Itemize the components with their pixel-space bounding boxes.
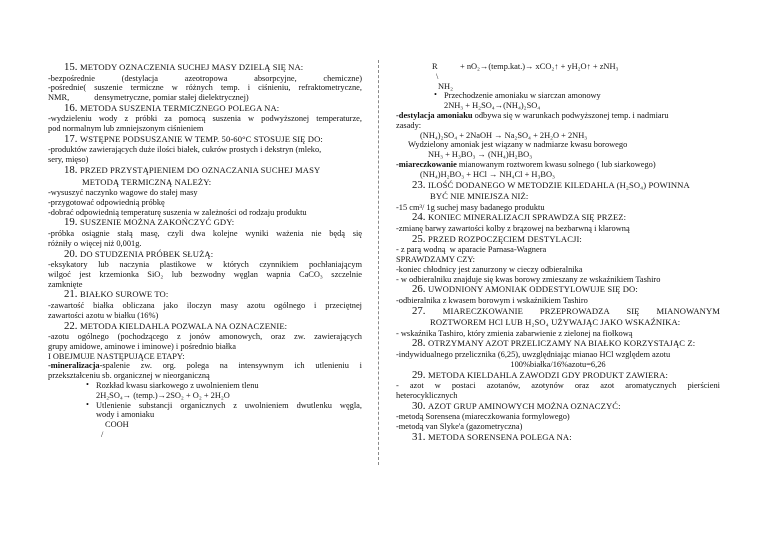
text-line: -metodą van Slyke'a (gazometryczna) bbox=[396, 421, 523, 431]
section-heading bbox=[396, 306, 720, 318]
bullet-icon: • bbox=[434, 90, 437, 100]
formula-line bbox=[396, 62, 720, 72]
text-line bbox=[396, 111, 720, 121]
bullet-text: Rozkład kwasu siarkowego z uwolnieniem tlenu bbox=[96, 381, 259, 391]
section-heading bbox=[48, 321, 362, 333]
bullet-text: Przechodzenie amoniaku w siarczan amonowy bbox=[444, 91, 601, 101]
text-line: zasady: bbox=[396, 120, 422, 130]
text-line: -15 cm³/ 1g suchej masy badanego produktu bbox=[396, 202, 545, 212]
formula-line: \ bbox=[436, 71, 439, 81]
text-line: -próbka osiągnie stałą masę, czyli dwa kolejne wyniki ważenia nie będą się bbox=[48, 228, 362, 238]
text-line: przekształceniu sb. organicznej w nieorganiczną bbox=[48, 371, 210, 381]
text-line: I OBEJMUJE NASTĘPUJĄCE ETAPY: bbox=[48, 351, 185, 361]
text-line: - w odbieralniku znajduje się kwas borowy zmieszany ze wskaźnikiem Tashiro bbox=[396, 274, 661, 284]
formula-line: 100%białka/16%azotu=6,26 bbox=[510, 359, 606, 369]
text-line: -azotu ogólnego (pochodzącego z jonów amonowych, oraz zw. zawierających bbox=[48, 332, 362, 342]
section-heading bbox=[48, 134, 362, 146]
text-line: zawartości azotu w białku (16%) bbox=[48, 310, 159, 320]
section-title: PRZED ROZPOCZĘCIEM DESTYLACJI: bbox=[428, 233, 582, 244]
section-number: 20. bbox=[64, 247, 78, 260]
section-heading bbox=[48, 249, 362, 261]
section-title: DO STUDZENIA PRÓBEK SŁUŻĄ: bbox=[80, 248, 214, 259]
text-line: wilgoć jest krzemionka SiO₂ lub bezwodny węglan wapnia CaCO₃ szczelnie bbox=[48, 269, 362, 279]
section-number: 25. bbox=[412, 232, 426, 245]
section-title: SUSZENIE MOŻNA ZAKOŃCZYĆ GDY: bbox=[80, 217, 235, 228]
section-number: 19. bbox=[64, 216, 78, 229]
text-line: SPRAWDZAMY CZY: bbox=[396, 254, 475, 264]
section-title: AZOT GRUP AMINOWYCH MOŻNA OZNACZYĆ: bbox=[428, 400, 621, 411]
section-title: BIAŁKO SUROWE TO: bbox=[80, 289, 169, 300]
formula-line: (NH₄)₂SO₄ + 2NaOH → Na₂SO₄ + 2H₂O + 2NH₃ bbox=[420, 130, 588, 140]
left-column bbox=[48, 62, 362, 440]
section-heading-continued bbox=[48, 177, 362, 189]
text-line: Wydzielony amoniak jest wiązany w nadmiarze kwasu borowego bbox=[408, 140, 628, 150]
formula-body: + nO₂→(temp.kat.)→ xCO₂↑ + yH₂O↑ + zNH₃ bbox=[460, 62, 619, 71]
section-heading bbox=[396, 234, 720, 246]
section-title: METODA KIELDAHLA ZAWODZI GDY PRODUKT ZAWIERA: bbox=[428, 369, 669, 380]
section-number: 18. bbox=[64, 164, 78, 177]
section-heading-continued bbox=[396, 317, 720, 329]
section-title: WSTĘPNE PODSUSZANIE W TEMP. 50-60°C STOSUJE SIĘ DO: bbox=[80, 133, 323, 144]
text-line: -pośrednie( suszenie termiczne w różnych temp. i ciśnieniu, refraktometryczne, bbox=[48, 83, 362, 93]
section-heading bbox=[396, 338, 720, 350]
section-number: 22. bbox=[64, 319, 78, 332]
text-body: -spalenie zw. org. polega na intensywnym ich utlenieniu i bbox=[99, 361, 362, 371]
section-title: ILOŚĆ DODANEGO W METODZIE KILEDAHLA (H₂SO₄) POWINNA bbox=[428, 179, 690, 190]
bullet-icon: • bbox=[86, 380, 89, 390]
section-number: 23. bbox=[412, 178, 426, 191]
bullet-text: Utlenienie substancji organicznych z uwolnieniem dwutlenku węgla, bbox=[96, 400, 362, 410]
text-line: -koniec chłodnicy jest zanurzony w cieczy odbieralnika bbox=[396, 264, 583, 274]
text-line: -odbieralnika z kwasem borowym i wskaźnikiem Tashiro bbox=[396, 295, 588, 305]
bullet-item bbox=[48, 401, 362, 411]
section-title: MIARECZKOWANIE PRZEPROWADZA SIĘ MIANOWANYM bbox=[442, 305, 721, 316]
section-title: METODĄ TERMICZNĄ NALEŻY: bbox=[82, 176, 212, 187]
section-heading bbox=[48, 62, 362, 74]
text-body: odbywa się w warunkach podwyższonej temp. i nadmiaru bbox=[472, 110, 669, 120]
text-line: -bezpośrednie (destylacja azeotropowa absorpcyjne, chemiczne) bbox=[48, 73, 362, 83]
section-number: 26. bbox=[412, 283, 426, 296]
section-heading-continued bbox=[396, 191, 720, 203]
text-line bbox=[48, 361, 362, 371]
text-line: -zawartość białka obliczana jako iloczyn masy azotu ogólnego i przeciętnej bbox=[48, 300, 362, 310]
section-title: METODA SORENSENA POLEGA NA: bbox=[428, 431, 572, 442]
formula-line: COOH bbox=[105, 420, 129, 430]
text-line: - azot w postaci azotanów, azotynów oraz azot aromatycznych pierścieni bbox=[396, 381, 720, 391]
text-line: -zmianę barwy zawartości kolby z brązowej na bezbarwną i klarowną bbox=[396, 223, 630, 233]
text-line: pod normalnym lub zmniejszonym ciśnieniem bbox=[48, 124, 204, 134]
formula-line: (NH₄)H₂BO₃ + HCl → NH₄Cl + H₃BO₃ bbox=[420, 169, 555, 179]
formula-line: NH₂ bbox=[438, 81, 454, 91]
section-heading bbox=[48, 103, 362, 115]
text-line: -dobrać odpowiednią temperaturę suszenia w zależności od rodzaju produktu bbox=[48, 207, 307, 217]
bullet-item bbox=[396, 91, 720, 101]
section-number: 27. bbox=[412, 304, 426, 317]
section-number: 29. bbox=[412, 368, 426, 381]
formula-line: / bbox=[101, 430, 104, 440]
bold-term: -mineralizacja bbox=[48, 361, 100, 371]
text-line: zamknięte bbox=[48, 279, 83, 289]
section-title: METODY OZNACZENIA SUCHEJ MASY DZIELĄ SIĘ NA: bbox=[80, 62, 304, 72]
section-title: ROZTWOREM HCl LUB H₂SO₄ UŻYWAJĄC JAKO WSKAŹNIKA: bbox=[430, 317, 681, 328]
text-line: NMR, densymetryczne, pomiar stałej dielektrycznej) bbox=[48, 93, 249, 103]
section-number: 30. bbox=[412, 399, 426, 412]
section-heading bbox=[48, 165, 362, 177]
section-heading bbox=[396, 370, 720, 382]
section-title: METODA SUSZENIA TERMICZNEGO POLEGA NA: bbox=[80, 102, 280, 113]
formula-line: wody i amoniaku bbox=[96, 410, 155, 420]
section-number: 28. bbox=[412, 337, 426, 350]
section-heading bbox=[396, 401, 720, 413]
section-heading bbox=[396, 432, 720, 444]
section-heading bbox=[48, 217, 362, 229]
bullet-item bbox=[48, 381, 362, 391]
text-line: grupy amidowe, aminowe i iminowe) i pośrednio białka bbox=[48, 341, 236, 351]
text-line: różniły o więcej niż 0,001g. bbox=[48, 238, 142, 248]
section-title: OTRZYMANY AZOT PRZELICZAMY NA BIAŁKO KORZYSTAJĄC Z: bbox=[428, 338, 696, 349]
section-number: 17. bbox=[64, 132, 78, 145]
section-title: KONIEC MINERALIZACJI SPRAWDZA SIĘ PRZEZ: bbox=[428, 212, 627, 223]
bold-term: -destylacja amoniaku bbox=[396, 110, 473, 120]
bold-term: -miareczkowanie bbox=[396, 159, 457, 169]
section-title: METODA KIELDAHLA POZWALA NA OZNACZENIE: bbox=[80, 320, 288, 331]
text-line: -wydzieleniu wody z próbki za pomocą suszenia w podwyższonej temperaturze, bbox=[48, 114, 362, 124]
section-heading bbox=[48, 289, 362, 301]
section-number: 15. bbox=[64, 61, 78, 73]
column-divider bbox=[378, 60, 379, 465]
section-number: 16. bbox=[64, 101, 78, 114]
text-line: -indywidualnego przelicznika (6,25), uwzględniając mianao HCl względem azotu bbox=[396, 349, 671, 359]
text-line: heterocyklicznych bbox=[396, 390, 458, 400]
section-title: UWODNIONY AMONIAK ODDESTYLOWUJE SIĘ DO: bbox=[428, 284, 638, 295]
formula-line: 2H₂SO₄→ (temp.)→2SO₂ + O₂ + 2H₂O bbox=[96, 390, 230, 400]
text-line: -eksykatory lub naczynia plastikowe w których czynnikiem pochłaniającym bbox=[48, 260, 362, 270]
formula-line: 2NH₃ + H₂SO₄→(NH₄)₂SO₄ bbox=[444, 101, 541, 111]
text-line: -produktów zawierających duże ilości białek, cukrów prostych i dekstryn (mleko, bbox=[48, 145, 322, 155]
text-line: -przygotować odpowiednią próbkę bbox=[48, 197, 165, 207]
section-heading bbox=[396, 212, 720, 224]
text-line: -wysuszyć naczynko wagowe do stałej masy bbox=[48, 188, 198, 198]
section-title: PRZED PRZYSTĄPIENIEM DO OZNACZANIA SUCHEJ MASY bbox=[80, 165, 321, 176]
section-number: 21. bbox=[64, 288, 78, 301]
section-number: 24. bbox=[412, 211, 426, 224]
formula-line: NH₃ + H₃BO₃ → (NH₄)H₂BO₃ bbox=[428, 150, 533, 160]
section-heading bbox=[396, 284, 720, 296]
text-line: sery, mięso) bbox=[48, 155, 89, 165]
text-line: - wskaźnika Tashiro, który zmienia zabarwienie z zielonej na fiołkową bbox=[396, 328, 633, 338]
bullet-icon: • bbox=[86, 399, 89, 409]
text-line: -metodą Sorensena (miareczkowania formylowego) bbox=[396, 412, 570, 422]
section-title: BYĆ NIE MNIEJSZA NIŻ: bbox=[430, 191, 529, 202]
text-body: mianowanym roztworem kwasu solnego ( lub siarkowego) bbox=[456, 159, 656, 169]
formula-radical: R bbox=[432, 62, 438, 71]
section-number: 31. bbox=[412, 430, 426, 443]
text-line: - z parą wodną w aparacie Parnasa-Wagnera bbox=[396, 245, 547, 255]
text-line bbox=[396, 160, 720, 170]
right-column bbox=[396, 62, 720, 443]
section-heading bbox=[396, 180, 720, 192]
